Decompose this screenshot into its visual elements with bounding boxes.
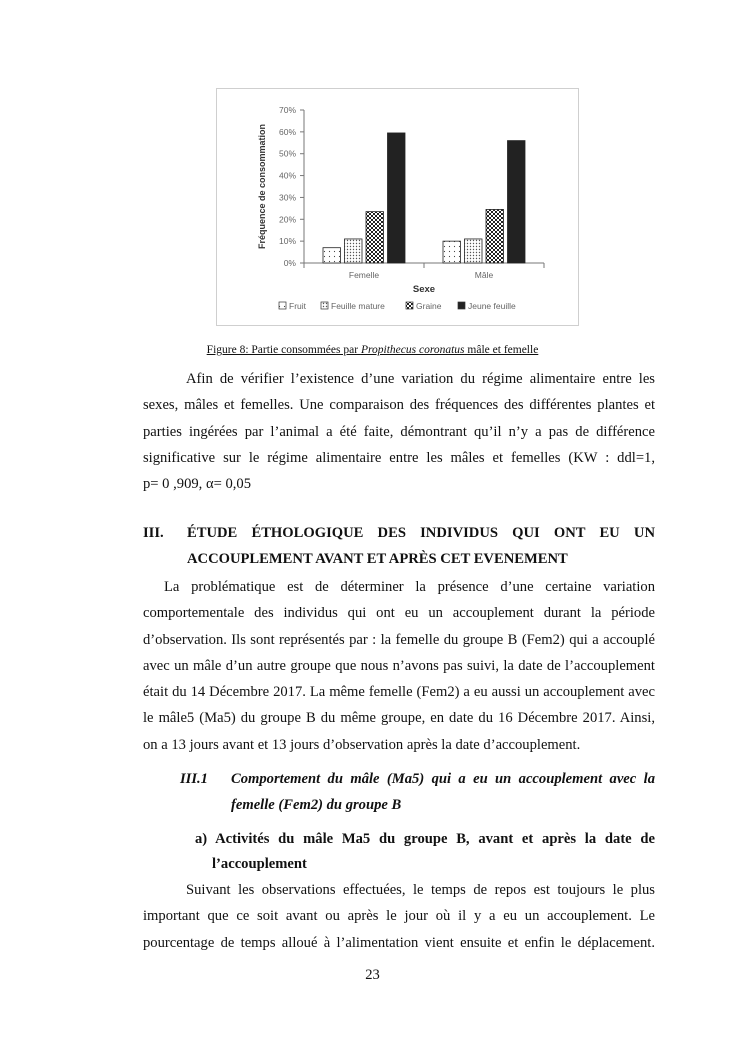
bar-jeune-feuille	[388, 133, 406, 263]
text-line: sexes, mâles et femelles. Une comparaison des fréquences des différentes plantes et	[143, 397, 655, 414]
section-3-1-number: III.1	[180, 771, 208, 787]
y-tick-label: 20%	[278, 214, 296, 225]
x-category-label: Femelle	[348, 270, 380, 280]
figure-8-chart	[216, 88, 579, 326]
caption-species: Propithecus coronatus	[360, 344, 465, 356]
legend-label: Feuille mature	[331, 301, 385, 311]
text-line: on a 13 jours avant et 13 jours d’observation après la date d’accouplement.	[143, 736, 581, 753]
section-a-title-line2: l’accouplement	[212, 856, 307, 872]
text-line: avec un mâle d’un autre groupe que nous n’avons pas suivi, la date de l’accouplement	[143, 657, 655, 674]
legend	[279, 301, 516, 311]
section-3-title-line1: ÉTUDE ÉTHOLOGIQUE DES INDIVIDUS QUI ONT EU UN	[187, 525, 655, 541]
bar-fruit	[443, 241, 461, 263]
x-category-label: Mâle	[474, 270, 494, 280]
bar-graine	[486, 209, 504, 263]
y-tick-label: 30%	[278, 192, 296, 203]
y-tick-label: 50%	[278, 148, 296, 159]
text-line: La problématique est de déterminer la présence d’une certaine variation	[164, 579, 655, 595]
text-line: comportementale des individus qui ont eu un accouplement durant la période	[143, 605, 655, 622]
text-line: Suivant les observations effectuées, le temps de repos est toujours le plus	[186, 882, 655, 898]
text-line: le mâle5 (Ma5) du groupe B du même groupe, en date du 16 Décembre 2017. Ainsi,	[143, 710, 655, 727]
section-3-number: III.	[143, 525, 164, 541]
caption-prefix: Figure 8: Partie consommées par	[206, 344, 361, 356]
legend-label: Jeune feuille	[468, 301, 516, 311]
y-tick-label: 0%	[283, 258, 296, 268]
text-line: significative sur le régime alimentaire entre les mâles et femelles (KW : ddl=1,	[143, 449, 655, 466]
text-line: était du 14 Décembre 2017. La même femelle (Fem2) a eu aussi un accouplement avec	[143, 684, 655, 701]
section-3-1-title-line2: femelle (Fem2) du groupe B	[231, 797, 402, 813]
bar-feuille-mature	[345, 239, 363, 263]
bar-graine	[366, 212, 384, 263]
section-3-title-line2: ACCOUPLEMENT AVANT ET APRÈS CET EVENEMENT	[187, 551, 568, 567]
bar-fruit	[323, 248, 341, 263]
bars-group	[323, 133, 525, 263]
bar-jeune-feuille	[508, 141, 526, 263]
labels-group	[257, 105, 493, 295]
y-axis-title: Fréquence de consommation	[257, 123, 267, 250]
text-line: p= 0 ,909, α= 0,05	[143, 476, 252, 493]
text-line: important que ce soit avant ou après le jour où il y a eu un accouplement. Le	[143, 908, 655, 925]
bar-feuille-mature	[465, 239, 483, 263]
legend-swatch	[406, 302, 413, 309]
caption-suffix: mâle et femelle	[464, 344, 539, 356]
bar-chart-svg	[217, 89, 580, 327]
legend-label: Fruit	[289, 301, 306, 311]
text-line: d’observation. Ils sont représentés par : la femelle du groupe B (Fem2) qui a accouplé	[143, 631, 655, 648]
y-tick-label: 70%	[278, 105, 296, 115]
paragraph-problematic	[143, 574, 655, 758]
figure-caption	[0, 344, 745, 356]
section-3-1-title-line1: Comportement du mâle (Ma5) qui a eu un accouplement avec la	[231, 771, 655, 787]
section-a-title-line1: a) Activités du mâle Ma5 du groupe B, avant et après la date de	[195, 831, 655, 847]
legend-label: Graine	[416, 301, 442, 311]
y-tick-label: 60%	[278, 126, 296, 137]
text-line: Afin de vérifier l’existence d’une variation du régime alimentaire entre les	[186, 371, 655, 387]
text-line: pourcentage de temps alloué à l’alimentation vient ensuite et enfin le déplacement.	[143, 934, 655, 951]
y-tick-label: 40%	[278, 170, 296, 181]
legend-swatch	[458, 302, 465, 309]
y-tick-label: 10%	[278, 236, 296, 247]
text-line: parties ingérées par l’animal a été faite, démontrant qu’il n’y a pas de différence	[143, 423, 655, 440]
legend-swatch	[321, 302, 328, 309]
legend-swatch	[279, 302, 286, 309]
x-axis-title: Sexe	[412, 284, 436, 295]
page-number: 23	[365, 967, 380, 983]
paragraph-observations	[143, 877, 655, 956]
paragraph-diet-variation	[143, 366, 655, 497]
